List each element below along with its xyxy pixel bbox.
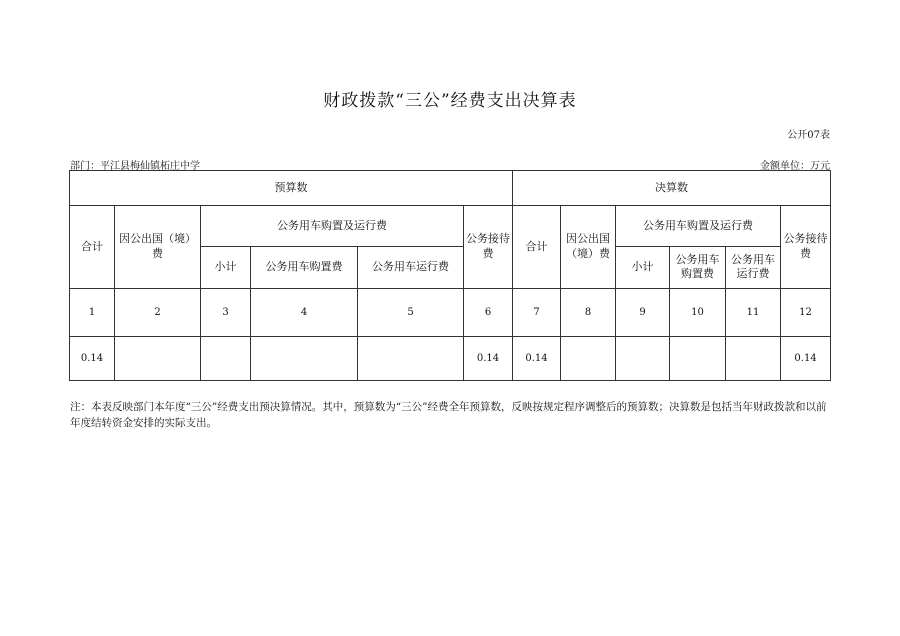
- column-number: 10: [670, 289, 726, 336]
- budget-outbound-value: [115, 336, 201, 380]
- column-number: 12: [781, 289, 831, 336]
- column-header-row-1: [70, 206, 831, 246]
- budget-vehicle-run-value: [358, 336, 464, 380]
- form-number: 公开07表: [787, 130, 830, 141]
- final-outbound-header: 因公出国（境）费: [561, 206, 616, 289]
- final-vehicle-purchase-header: 公务用车购置费: [670, 246, 726, 288]
- column-number: 11: [726, 289, 781, 336]
- final-reception-header: 公务接待费: [781, 206, 831, 289]
- final-group-header: 决算数: [513, 171, 831, 206]
- column-number: 5: [358, 289, 464, 336]
- column-number: 7: [513, 289, 561, 336]
- budget-group-header: 预算数: [70, 171, 513, 206]
- final-vehicle-purchase-value: [670, 336, 726, 380]
- budget-subtotal-value: [201, 336, 251, 380]
- column-number: 2: [115, 289, 201, 336]
- budget-reception-header: 公务接待费: [464, 206, 513, 289]
- final-vehicle-header: 公务用车购置及运行费: [616, 206, 781, 246]
- budget-vehicle-purchase-header: 公务用车购置费: [251, 246, 358, 288]
- final-outbound-value: [561, 336, 616, 380]
- group-header-row: [70, 171, 831, 206]
- budget-subtotal-header: 小计: [201, 246, 251, 288]
- budget-vehicle-run-header: 公务用车运行费: [358, 246, 464, 288]
- budget-total-value: 0.14: [70, 336, 115, 380]
- column-number: 1: [70, 289, 115, 336]
- final-vehicle-run-value: [726, 336, 781, 380]
- column-number: 6: [464, 289, 513, 336]
- final-total-header: 合计: [513, 206, 561, 289]
- final-total-value: 0.14: [513, 336, 561, 380]
- table-footnote: 注：本表反映部门本年度“三公”经费支出预决算情况。其中，预算数为“三公”经费全年预算数，反映按规定程序调整后的预算数；决算数是包括当年财政拨款和以前年度结转资金安排的实际支出。: [70, 401, 827, 429]
- department-label: 部门：平江县梅仙镇柘庄中学: [70, 161, 200, 172]
- three-public-expense-table: [69, 170, 831, 381]
- amount-unit-label: 金额单位：万元: [760, 161, 830, 172]
- column-number: 8: [561, 289, 616, 336]
- final-reception-value: 0.14: [781, 336, 831, 380]
- budget-total-header: 合计: [70, 206, 115, 289]
- final-vehicle-run-header: 公务用车运行费: [726, 246, 781, 288]
- column-number: 4: [251, 289, 358, 336]
- page-title: 财政拨款“三公”经费支出决算表: [323, 91, 577, 111]
- column-number: 3: [201, 289, 251, 336]
- budget-vehicle-purchase-value: [251, 336, 358, 380]
- budget-vehicle-header: 公务用车购置及运行费: [201, 206, 464, 246]
- budget-reception-value: 0.14: [464, 336, 513, 380]
- column-number-row: [70, 289, 831, 336]
- final-subtotal-value: [616, 336, 670, 380]
- value-row: [70, 336, 831, 380]
- final-subtotal-header: 小计: [616, 246, 670, 288]
- budget-outbound-header: 因公出国（境）费: [115, 206, 201, 289]
- column-number: 9: [616, 289, 670, 336]
